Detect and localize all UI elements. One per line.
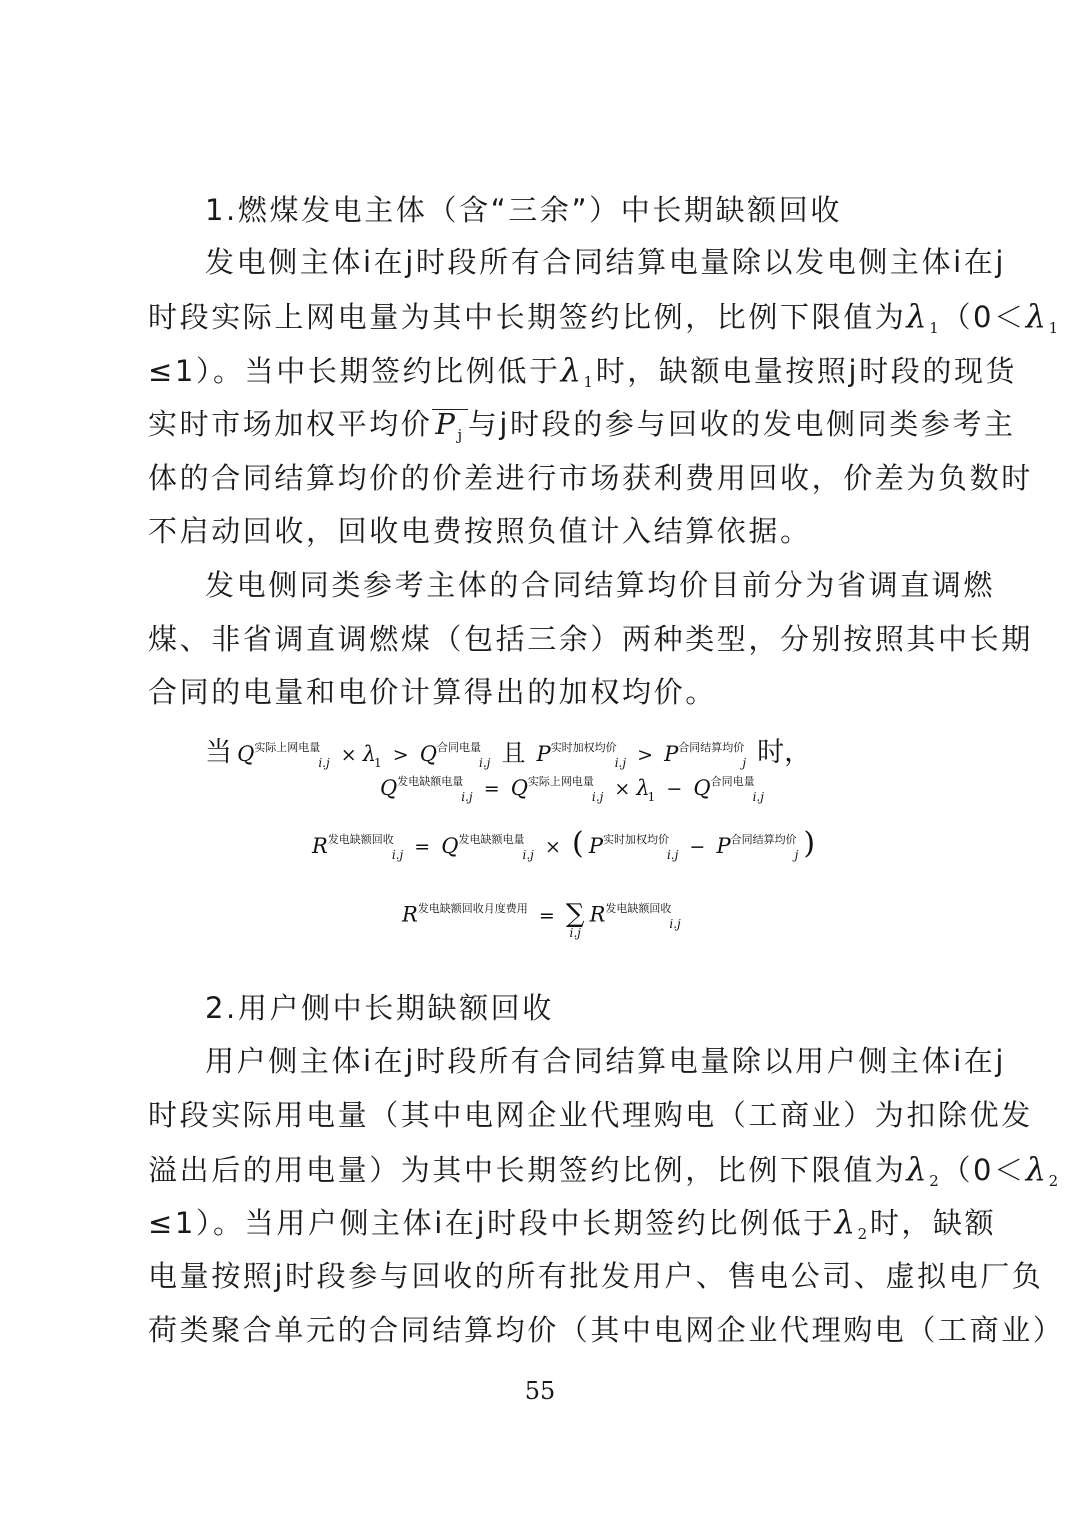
s1-p2-line3: 合同的电量和电价计算得出的加权均价。 [148, 675, 717, 709]
section2-heading: 2.用户侧中长期缺额回收 [205, 991, 554, 1025]
lambda2-symbol: $\lambda_2$ [1025, 1150, 1061, 1190]
s1-p2-line2: 煤、非省调直调燃煤（包括三余）两种类型，分别按照其中长期 [148, 622, 1033, 656]
s1-p1-line1: 发电侧主体i在j时段所有合同结算电量除以发电侧主体i在j [205, 245, 1007, 279]
s1-p1-line3: ≤1）。当中长期签约比例低于$\lambda_1$时，缺额电量按照j时段的现货 [148, 351, 1018, 391]
s2-p1-line3: 溢出后的用电量）为其中长期签约比例，比例下限值为$\lambda_2(0<\lambda_2$ [148, 1150, 1061, 1190]
s2-p1-line4: ≤1）。当用户侧主体i在j时段中长期签约比例低于$\lambda_2$时，缺额 [148, 1203, 997, 1243]
shortfall-formula: $Q^{发电缺额电量}_{i.j} = Q^{实际上网电量}_{i.j} \times \lambda_1 - Q^{合同电量}_{i.j}$ [380, 775, 764, 804]
section1-heading: 1.燃煤发电主体（含“三余”）中长期缺额回收 [205, 193, 842, 227]
s2-p1-line1: 用户侧主体i在j时段所有合同结算电量除以用户侧主体i在j [205, 1044, 1007, 1078]
s1-p1-line2: 时段实际上网电量为其中长期签约比例，比例下限值为$\lambda_1(0<\lambda_1$ [148, 297, 1061, 337]
s2-p1-line6: 荷类聚合单元的合同结算均价（其中电网企业代理购电（工商业） [148, 1313, 1065, 1347]
s1-p1-line6: 不启动回收，回收电费按照负值计入结算依据。 [148, 514, 812, 548]
lambda1-symbol: $\lambda_1$ [1025, 297, 1061, 337]
lambda2-symbol: $\lambda_2$ [906, 1150, 942, 1190]
s1-p2-line1: 发电侧同类参考主体的合同结算均价目前分为省调直调燃 [205, 568, 996, 602]
lambda1-symbol: $\lambda_1$ [560, 351, 596, 391]
monthly-fee-formula: $R^{发电缺额回收月度费用}$ = ∑ i.j $R^{发电缺额回收}_{i.j}$ [402, 899, 681, 940]
lambda2-symbol: $\lambda_2$ [834, 1203, 870, 1243]
s2-p1-line5: 电量按照j时段参与回收的所有批发用户、售电公司、虚拟电厂负 [148, 1259, 1044, 1293]
recovery-formula: $R^{发电缺额回收}_{i.j} = Q^{发电缺额电量}_{i.j}$ × ( $P^{实时加权均价}_{i.j} - P^{合同结算均价}_j$ ) [312, 826, 816, 862]
s2-p1-line2: 时段实际用电量（其中电网企业代理购电（工商业）为扣除优发 [148, 1098, 1033, 1132]
condition-formula: 当 $Q^{实际上网电量}_{i.j} \times \lambda_1 > Q^{合同电量}_{i.j}$ 且 $P^{实时加权均价}_{i.j} > P^{合同结算均价}_j$ 时， [205, 737, 812, 770]
s1-p1-line5: 体的合同结算均价的价差进行市场获利费用回收，价差为负数时 [148, 461, 1033, 495]
s1-p1-line4: 实时市场加权平均价 $P_j$ 与j时段的参与回收的发电侧同类参考主 [148, 404, 1016, 449]
lambda1-symbol: $\lambda_1$ [906, 297, 942, 337]
page-number: 55 [524, 1377, 556, 1405]
p-bar-symbol: $P_j$ [432, 409, 467, 449]
